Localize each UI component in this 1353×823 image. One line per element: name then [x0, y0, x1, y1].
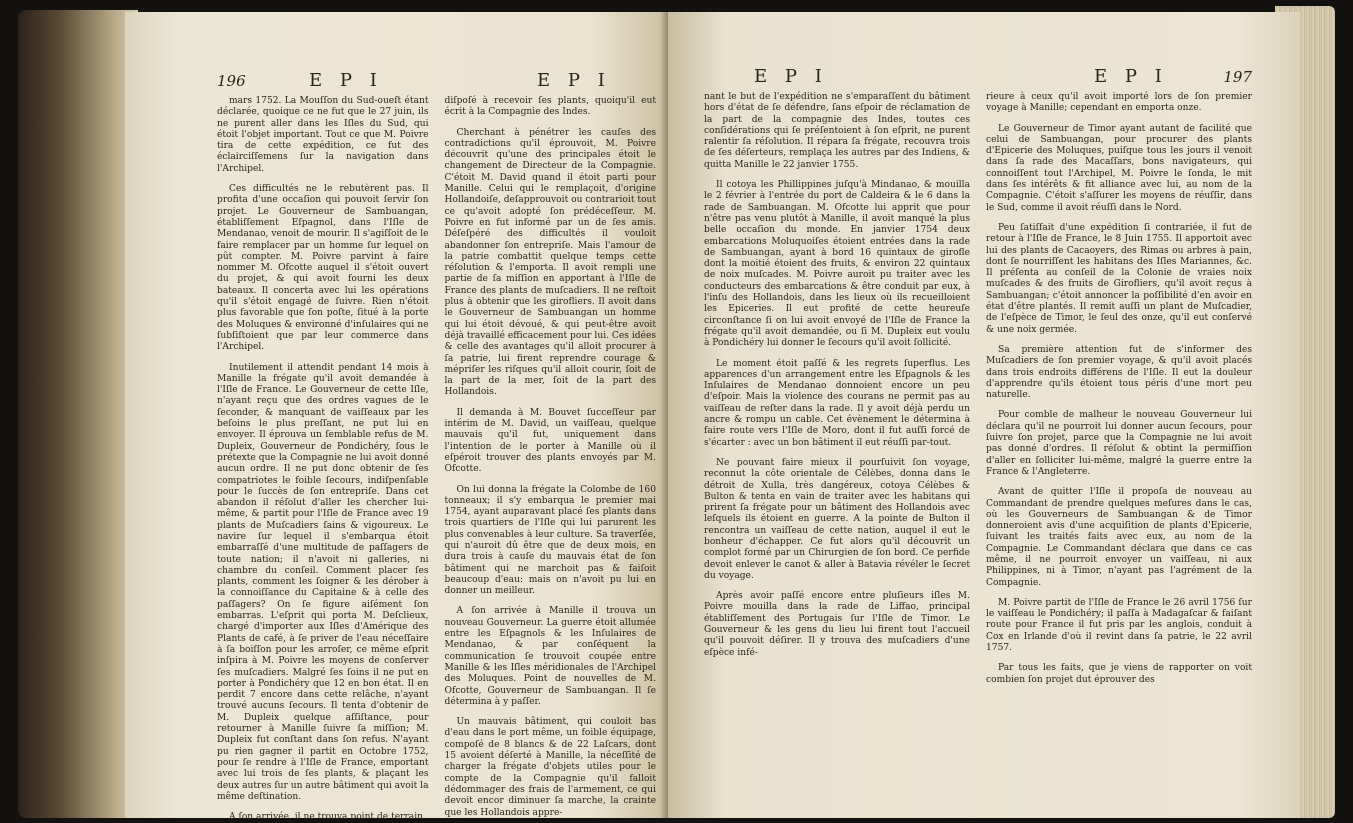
paragraph: mars 1752. La Mouſſon du Sud-oueſt étant déclarée, quoique ce ne fut que le 27 juin, ils ne purent aller dans les Iſles du Sud, qui étoit l'objet important. Tout ce que M. Poivre tira de cette expédition, ce fut des éclairciſſemens ſur la navigation dans l'Archipel. [217, 96, 429, 174]
left-columns [217, 96, 656, 823]
paragraph: Ne pouvant faire mieux il pourſuivit ſon voyage, reconnut la côte orientale de Célèbes, donna dans le détroit de Xulla, très dangéreux, cotoya Célèbes & Bulton & tenta en vain de traiter avec les habitans qui prirent ſa frégate pour un bâtiment des Hollandois avec leſquels ils étoient en guerre. A la pointe de Bulton il rencontra un vaiſſeau de cette nation, auquel il eut le bonheur d'échapper. Ce fut alors qu'il découvrit un complot formé par un Chirurgien de ſon bord. Ce perfide devoit enlever le canot & aller à Batavia révéler le ſecret du voyage. [704, 457, 970, 581]
paragraph: Le moment étoit paſſé & les regrets ſuperflus. Les apparences d'un arrangement entre les Eſpagnols & les Inſulaires de Mendanao donnoient encore un peu d'eſpoir. Mais la violence des courans ne permit pas au vaiſſeau de reſter dans la rade. Il y avoit déjà perdu un ancre & rompu un cable. Cet évènement le détermina à faire route vers l'Iſle de Moro, dont il fut auſſi forcé de s'écarter : avec un bon bâtiment il eut réuſſi par-tout. [704, 358, 970, 448]
paragraph: A ſon arrivée à Manille il trouva un nouveau Gouverneur. La guerre étoit allumée entre les Eſpagnols & les Inſulaires de Mendanao, & par conſéquent la communication ſe trouvoit coupée entre Manille & les Iſles méridionales de l'Archipel des Moluques. Point de nouvelles de M. Ofcotte, Gouverneur de Sambuangan. Il ſe détermina à y paſſer. [444, 606, 656, 707]
right-columns [704, 92, 1252, 695]
paragraph: Pour comble de malheur le nouveau Gouverneur lui déclara qu'il ne pourroit lui donner aucun ſecours, pour ſuivre ſon projet, parce que la Compagnie ne lui avoit pas donné d'ordres. Il réſolut & obtint la permiſſion d'aller en ſolliciter lui-même, malgré la guerre entre la France & l'Angleterre. [986, 410, 1252, 477]
left-head-title-1: E P I [309, 70, 383, 91]
left-column-1 [217, 96, 429, 823]
right-head-title-2: E P I [1094, 66, 1168, 87]
paragraph: On lui donna la frégate la Colombe de 160 tonneaux; il s'y embarqua le premier mai 1754, ayant auparavant placé ſes plants dans trois quartiers de l'Iſle qui lui parurent les plus convenables à leur culture. Sa traverſée, qui n'auroit dû être que de deux mois, en dura trois à cauſe du mauvais état de ſon bâtiment qui ne marchoit pas & faiſoit beaucoup d'eau: mais on n'avoit pu lui en donner un meilleur. [444, 484, 656, 597]
paragraph: Ces difficultés ne le rebutèrent pas. Il profita d'une occaſion qui pouvoit ſervir ſon projet. Le Gouverneur de Sambuangan, établiſſement Eſpagnol, dans l'Iſle de Mendanao, venoit de mourir. Il s'agiſſoit de le faire remplacer par un homme ſur lequel on pût compter. M. Poivre parvint à faire nommer M. Ofcotte auquel il s'étoit ouvert du projet, & qui avoit fourni les deux bateaux. Il concerta avec lui les opérations qu'il s'étoit engagé de ſuivre. Rien n'étoit plus favorable que ſon poſte, ſitué à la porte des Moluques & environné d'inſulaires qui ne ſubſiſtoient que par leur commerce dans l'Archipel. [217, 184, 429, 353]
right-page [668, 12, 1300, 818]
paragraph: A ſon arrivée, il ne trouva point de terrain [229, 812, 423, 823]
paragraph: Un mauvais bâtiment, qui couloit bas d'eau dans le port même, un foible équipage, compoſé de 8 blancs & de 22 Laſcars, dont 15 avoient déſerté à Manille, la néceſſité de charger la frégate d'objets utiles pour le compte de la Compagnie qu'il falloit dédommager des frais de l'armement, ce qui devoit encor diminuer ſa marche, la crainte que les Hollandois appre- [444, 717, 656, 818]
paragraph: M. Poivre partit de l'Iſle de France le 26 avril 1756 ſur le vaiſſeau le Pondichéry; il paſſa à Madagaſcar & faiſant route pour France il fut pris par les anglois, conduit à Cox en Irlande d'où il revint dans ſa patrie, le 22 avril 1757. [986, 597, 1252, 654]
paragraph: Cherchant à pénétrer les cauſes des contradictions qu'il éprouvoit, M. Poivre découvrit qu'une des principales étoit le changement de Directeur de la Compagnie. C'étoit M. David quand il étoit parti pour Manille. Celui qui le remplaçoit, d'origine Hollandoiſe, deſapprouvoit ou contrarioit tout ce qu'avoit adopté ſon prédéceſſeur. M. Poivre en fut informé par un de ſes amis. Déſeſpéré des difficultés il vouloit abandonner ſon entrepriſe. Mais l'amour de la patrie combattit quelque temps cette réſolution & l'emporta. Il avoit rempli une partie de ſa miſſion en apportant à l'Iſle de France des plants de muſcadiers. Il ne reſtoit plus à obtenir que les girofliers. Il avoit dans le Gouverneur de Sambuangan un homme qui lui étoit dévoué, & qui peut-être avoit déjà travaillé efficacement pour lui. Ces idées & celle des avantages qu'il alloit procurer à ſa patrie, lui firent reprendre courage & mépriſer les riſques qu'il alloit courir, ſoit de la part de la mer, ſoit de la part des Hollandois. [444, 127, 657, 398]
paragraph: Inutilement il attendit pendant 14 mois à Manille la frégate qu'il avoit demandée à l'Iſle de France. Le Gouverneur de cette Iſle, n'ayant reçu que des ordres vagues de le ſeconder, & manquant de vaiſſeaux par les beſoins le plus preſſant, ne put lui en envoyer. Il éprouva un ſemblable refus de M. Dupleix, Gouverneur de Pondichéry, ſous le prétexte que la Compagnie ne lui avoit donné aucun ordre. Il ne put donc obtenir de ſes compatriotes le foible ſecours, indiſpenſable pour le ſuccès de ſon entrepriſe. Dans cet abandon il réſolut d'aller les chercher lui-même, & partit pour l'Iſle de France avec 19 plants de Muſcadiers ſains & vigoureux. Le navire ſur lequel il s'embarqua étoit embarraſſé d'une multitude de paſſagers de toute nation; il n'avoit ni galleries, ni chambre du conſeil. Comment placer ſes plants, comment les ſoigner & les dérober à la connoiſſance du Capitaine & à celle des paſſagers? On ſe figure aiſément ſon embarras. L'eſprit qui porta M. Deſclieux, chargé d'importer aux Iſles d'Amérique des Plants de café, à ſe priver de l'eau néceſſaire à ſa boiſſon pour les arroſer, ce même eſprit inſpira à M. Poivre les moyens de conſerver ſes muſcadiers. Malgré ſes ſoins il ne put en porter à Pondichéry que 12 en bon état. Il en perdit 7 encore dans cette relâche, n'ayant trouvé aucuns ſecours. Il tenta d'obtenir de M. Dupleix quelque aſſiſtance, pour retourner à Manille ſuivre ſa miſſion; M. Dupleix fut conſtant dans ſon refus. N'ayant pu rien gagner il partit en Octobre 1752, pour ſe rendre à l'Iſle de France, emportant avec lui trois de ſes plants, & plaçant les deux autres ſur un autre bâtiment qui avoit la même deſtination. [217, 362, 429, 802]
paragraph: Il demanda à M. Bouvet ſucceſſeur par intérim de M. David, un vaiſſeau, quelque mauvais qu'il fut, uniquement dans l'intention de le porter à Manille où il eſpéroit trouver des plants envoyés par M. Ofcotte. [444, 407, 656, 475]
book-cover-edge-left [18, 10, 138, 818]
paragraph: Peu ſatiſfait d'une expédition ſi contrariée, il fut de retour à l'Iſle de France, le 8 Juin 1755. Il apportoit avec lui des plants de Cacaoyers, des Rimas ou arbres à pain, dont ſe nourriſſent les habitans des Iſles Mariannes, &c. Il préſenta au conſeil de la Colonie de vraies noix muſcades & des fruits de Girofliers, qu'il avoit reçus à Sambuangan; c'étoit annoncer la poſſibilité d'en avoir en état d'être plantés. Il remit auſſi un plant de Muſcadier, de l'eſpèce de Timor, le ſeul des onze, qu'il eut conſervé & une noix germée. [986, 222, 1252, 335]
paragraph: Le Gouverneur de Timor ayant autant de facilité que celui de Sambuangan, pour procurer des plants d'Epicerie des Moluques, puiſque tous les jours il venoit dans ſa rade des Macaſſars, bons navigateurs, qui connoiſſent tout l'Archipel, M. Poivre le ſonda, le mit dans ſes intérêts & fit alliance avec lui, au nom de la Compagnie. C'étoit s'aſſurer les moyens de réuſſir, dans le Sud, comme il avoit réuſſi dans le Nord. [986, 123, 1252, 213]
paragraph: Par tous les faits, que je viens de rapporter on voit combien ſon projet dut éprouver des [986, 663, 1252, 685]
right-column-1 [704, 92, 970, 695]
paragraph: Après avoir paſſé encore entre pluſieurs iſles M. Poivre mouilla dans la rade de Liffao, principal établiſſement des Portugais ſur l'Iſle de Timor. Le Gouverneur & les gens du lieu lui firent tout l'accueil qu'il pouvoit déſirer. Il y trouva des muſcadiers d'une eſpèce infé- [704, 591, 970, 658]
left-running-head [217, 70, 656, 94]
right-page-number: 197 [1223, 68, 1252, 86]
right-column-2 [986, 92, 1252, 695]
right-head-title-1: E P I [754, 66, 828, 87]
left-column-2 [445, 96, 657, 823]
paragraph: diſpoſé à recevoir ſes plants, quoiqu'il eut écrit à la Compagnie des Indes. [444, 96, 656, 118]
paragraph: rieure à ceux qu'il avoit importé lors de ſon premier voyage à Manille; cependant en emporta onze. [986, 92, 1252, 114]
paragraph: Avant de quitter l'Iſle il propoſa de nouveau au Commandant de prendre quelques meſures dans le cas, où les Gouverneurs de Sambuangan & de Timor donneroient avis d'une acquiſition de plants d'Epicerie, ſuivant les traités faits avec eux, au nom de la Compagnie. Le Commandant déclara que dans ce cas même, il ne pourroit envoyer un vaiſſeau, ni aux Philippines, ni à Timor, n'ayant pas l'agrément de la Compagnie. [986, 487, 1252, 588]
left-page-number: 196 [217, 72, 246, 90]
paragraph: nant le but de l'expédition ne s'emparaſſent du bâtiment hors d'état de ſe défendre, ſans eſpoir de réclamation de la part de la compagnie des Indes, toutes ces conſidérations qui ſe préſentoient à ſon eſprit, ne purent ralentir ſa réſolution. Il répara ſa frégate, recouvra trois de ſes déſerteurs, remplaça les autres par des Indiens, & quitta Manille le 22 janvier 1755. [704, 92, 970, 170]
right-running-head [704, 66, 1252, 90]
left-head-title-2: E P I [537, 70, 611, 91]
paragraph: Sa première attention fut de s'informer des Muſcadiers de ſon premier voyage, & qu'il avoit placés dans trois endroits différens de l'Iſle. Il eut la douleur d'apprendre qu'ils étoient tous péris d'une mort peu naturelle. [986, 344, 1252, 401]
left-page [125, 12, 670, 823]
paragraph: Il cotoya les Phillippines juſqu'à Mindanao, & mouilla le 2 février à l'entrée du port de Caldeira & le 6 dans la rade de Sambuangan. M. Ofcotte lui apprit que pour n'être pas venu plutôt à Manille, il avoit manqué la plus belle occaſion du monde. En janvier 1754 deux embarcations Moluquoiſes étoient entrées dans la rade de Sambuangan, ayant à bord 16 quintaux de girofle dont la moitié étoient des fruits, & environ 22 quintaux de noix muſcades. M. Poivre auroit pu traiter avec les conducteurs des embarcations & être conduit par eux, à l'inſu des Hollandois, dans les lieux où ils recueilloient les Epiceries. Il eut profité de cette heureuſe circonſtance ſi on lui avoit envoyé de l'Iſle de France la frégate qu'il avoit demandée, ou ſi M. Dupleix eut voulu à Pondichéry lui donner le ſecours qu'il avoit ſollicité. [704, 180, 970, 349]
